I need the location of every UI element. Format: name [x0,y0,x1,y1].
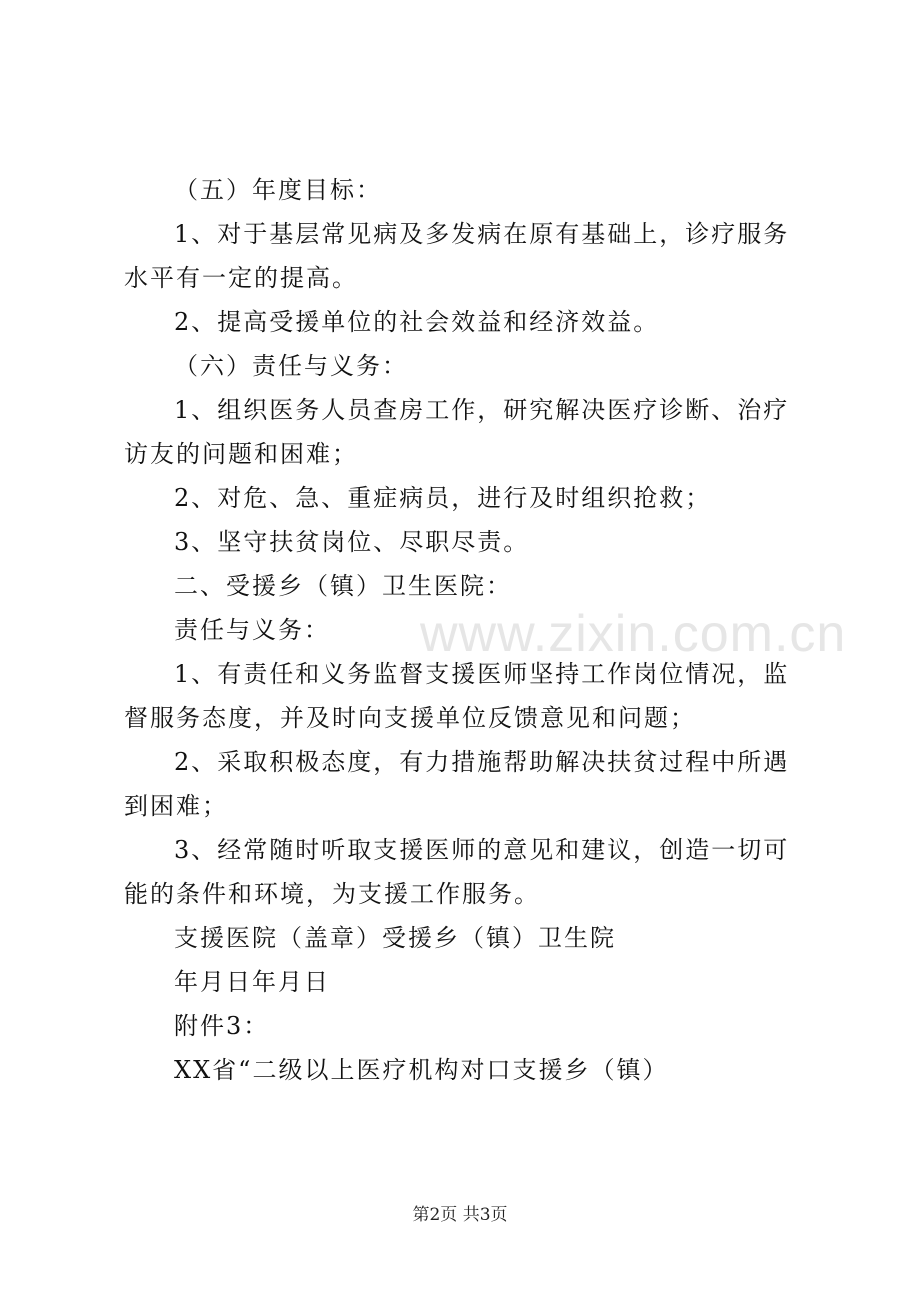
document-body [124,168,814,1092]
paragraph-recipient-duty-3: 3、经常随时听取支援医师的意见和建议，创造一切可能的条件和环境，为支援工作服务。 [124,836,790,908]
paragraph-duty-2: 2、对危、急、重症病员，进行及时组织抢救； [174,484,712,512]
paragraph-duty-3: 3、坚守扶贫岗位、尽职尽责。 [174,528,530,556]
paragraph-recipient-duty-1: 1、有责任和义务监督支援医师坚持工作岗位情况，监督服务态度，并及时向支援单位反馈意见和问题； [124,660,790,732]
paragraph-goal-2: 2、提高受援单位的社会效益和经济效益。 [174,308,660,336]
attachment-title: XX省“二级以上医疗机构对口支援乡（镇） [174,1056,669,1084]
paragraph-recipient-duty-2: 2、采取积极态度，有力措施帮助解决扶贫过程中所遇到困难； [124,748,790,820]
section-heading-duties: （六）责任与义务： [174,352,408,380]
subheading-duties: 责任与义务： [174,616,330,644]
signature-line: 支援医院（盖章）受援乡（镇）卫生院 [174,924,616,952]
paragraph-duty-1: 1、组织医务人员查房工作，研究解决医疗诊断、治疗访友的问题和困难； [124,396,790,468]
paragraph-goal-1: 1、对于基层常见病及多发病在原有基础上，诊疗服务水平有一定的提高。 [124,220,790,292]
attachment-label: 附件3： [174,1012,270,1040]
page-footer: 第2页 共3页 [412,1205,508,1225]
date-line: 年月日年月日 [174,968,330,996]
section-heading-recipient-hospital: 二、受援乡（镇）卫生医院： [174,572,512,600]
section-heading-annual-goals: （五）年度目标： [174,176,382,204]
watermark: www.zixin.com.cn [420,605,847,663]
